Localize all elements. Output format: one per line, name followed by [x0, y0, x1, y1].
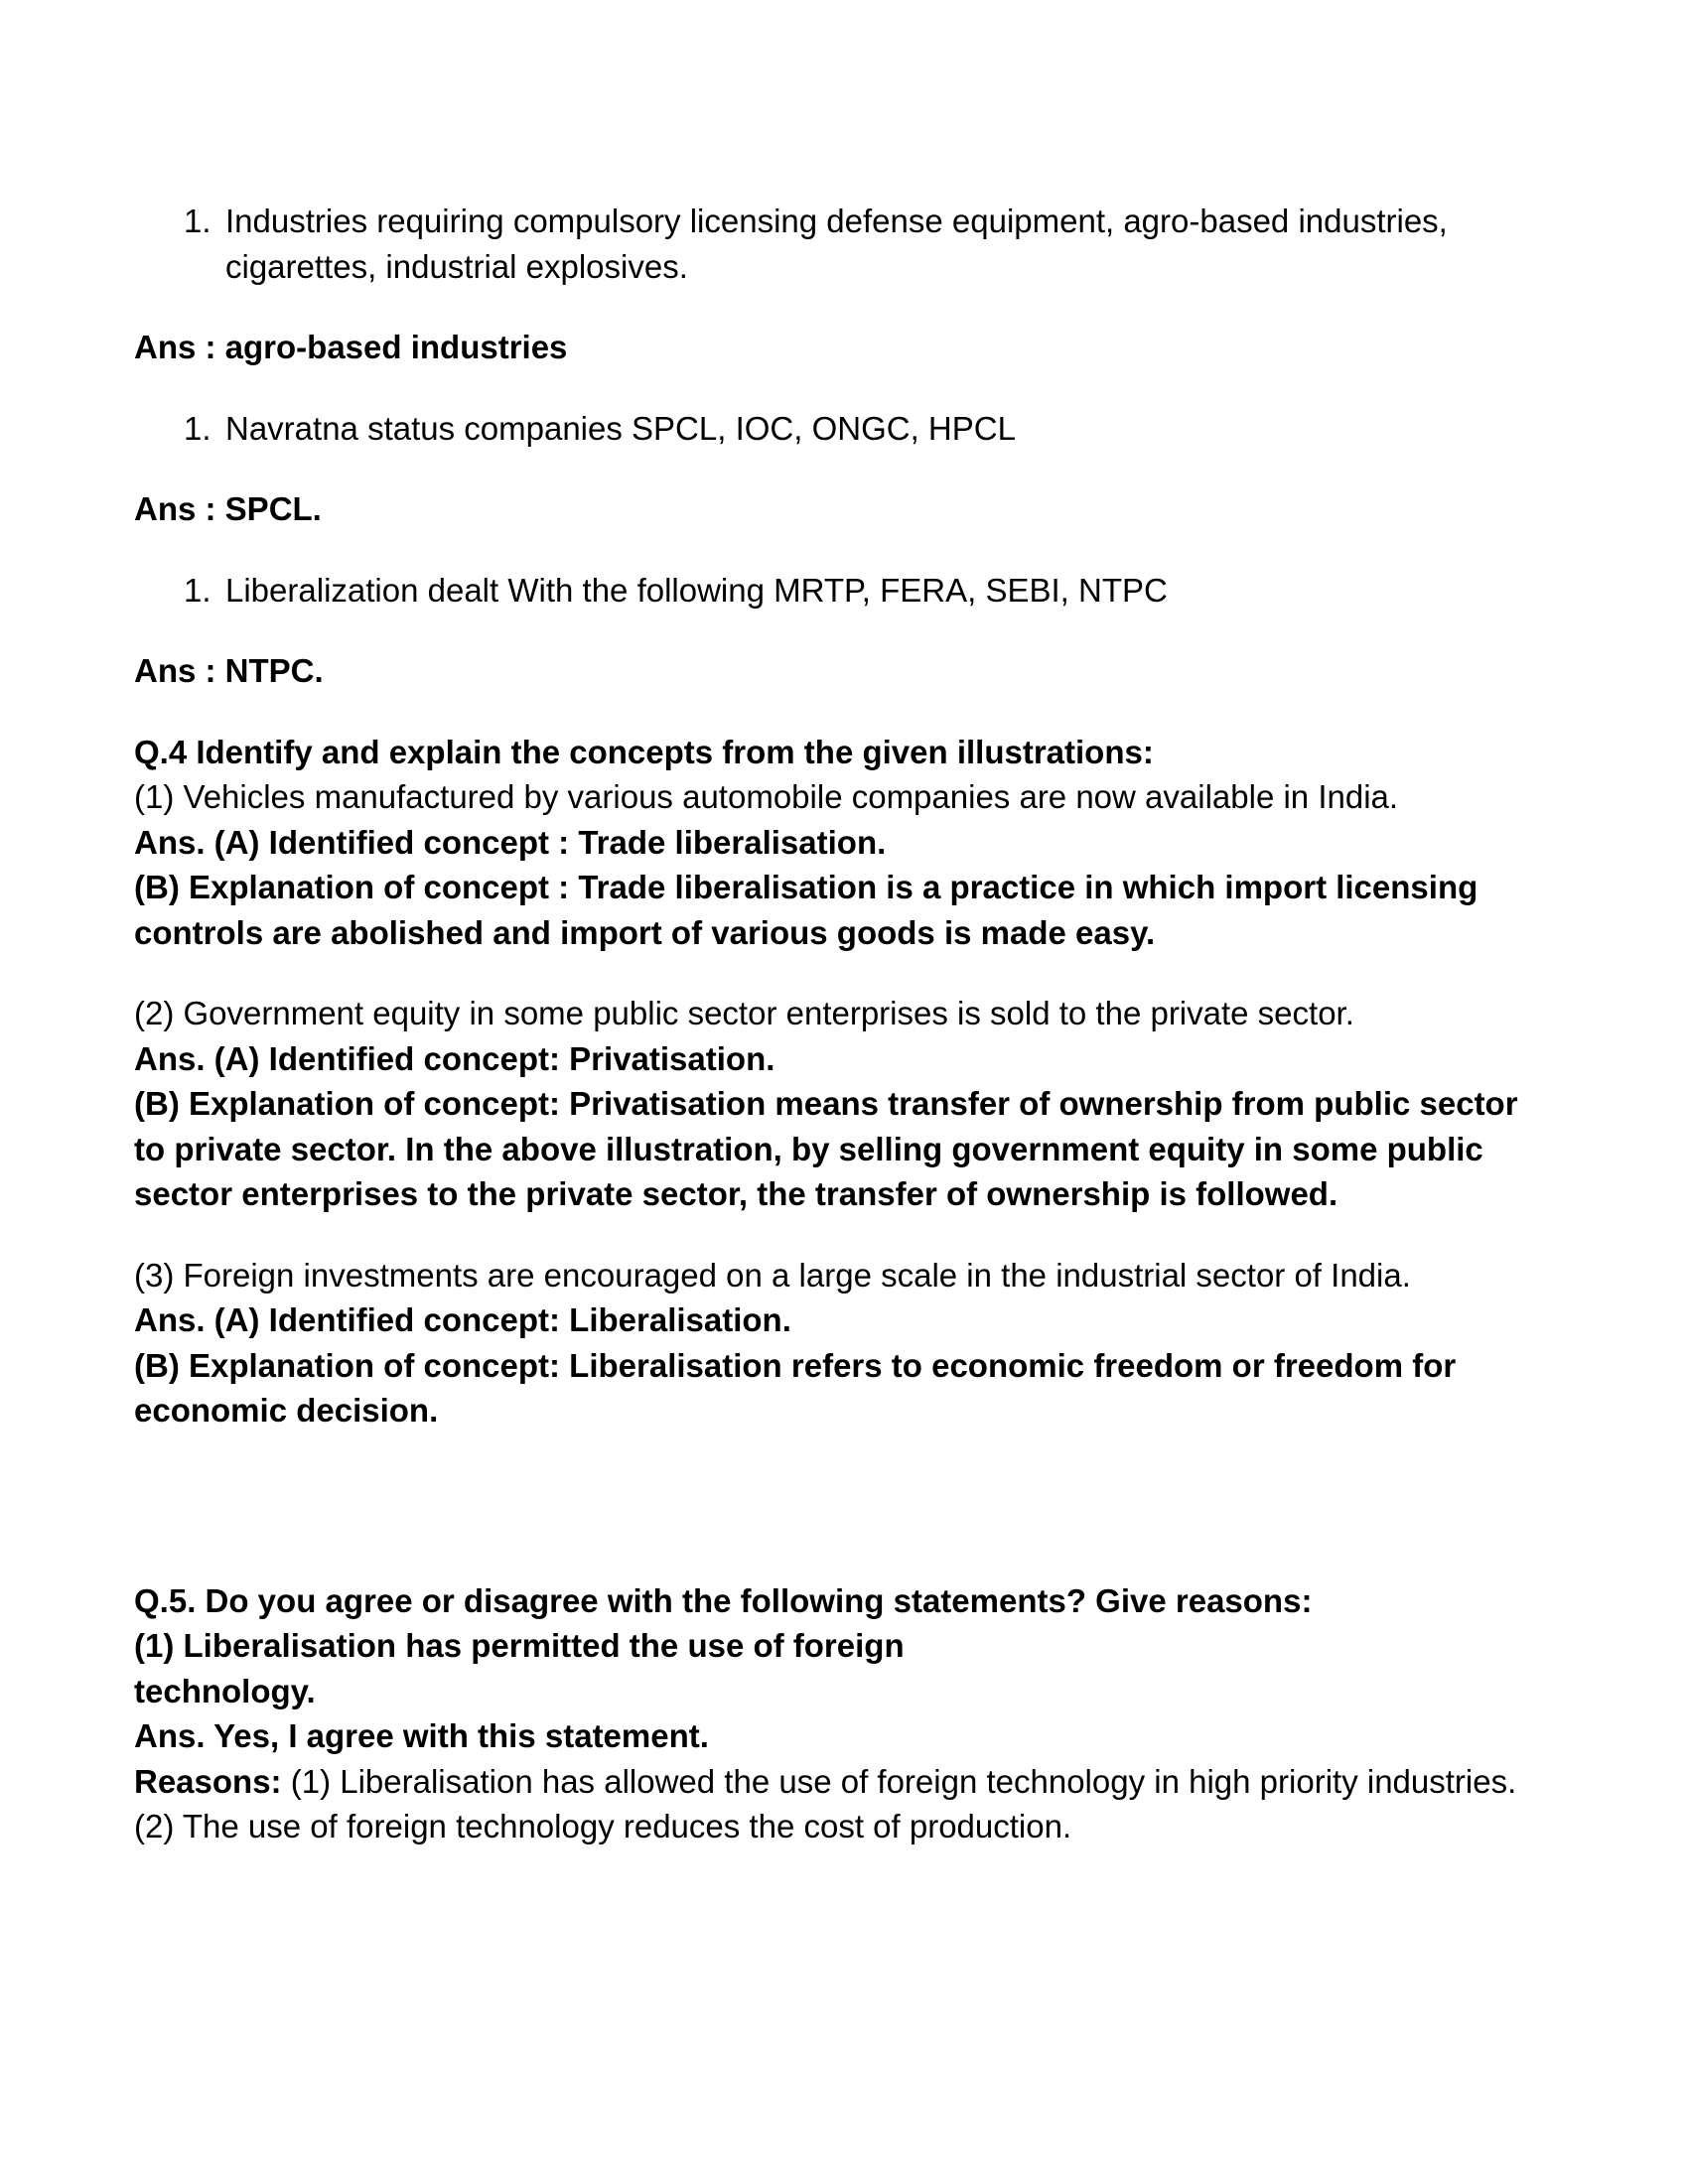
illustration-text: (1) Vehicles manufactured by various automobile companies are now available in India.: [134, 778, 1399, 815]
q5-statement-line-1: (1) Liberalisation has permitted the use of foreign: [134, 1627, 905, 1664]
mcq-answer-1: Ans : agro-based industries: [134, 329, 568, 365]
reason-text: (1) Liberalisation has allowed the use of foreign technology in high priority industries.: [281, 1762, 1517, 1800]
mcq-question-1: [134, 199, 1554, 289]
document-page: [134, 199, 1554, 1849]
list-number: 1.: [184, 203, 211, 239]
list-number: 1.: [184, 571, 211, 609]
concept-explanation: (B) Explanation of concept : Trade liberalisation is a practice in which import licensing controls are abolished and import of various goods is made easy.: [134, 869, 1478, 951]
identified-concept: Ans. (A) Identified concept: Liberalisation.: [134, 1301, 791, 1338]
question-text: Liberalization dealt With the following MRTP, FERA, SEBI, NTPC: [225, 571, 1168, 609]
mcq-answer-2: Ans : SPCL.: [134, 490, 322, 527]
question-text: Industries requiring compulsory licensing defense equipment, agro-based industries, cigarettes, industrial explosives.: [225, 203, 1448, 285]
question-text: Navratna status companies SPCL, IOC, ONGC, HPCL: [225, 409, 1016, 447]
q5-section: [134, 1578, 1554, 1849]
mcq-question-3: [134, 568, 1554, 614]
q5-heading: Q.5. Do you agree or disagree with the following statements? Give reasons:: [134, 1581, 1313, 1619]
illustration-text: (2) Government equity in some public sector enterprises is sold to the private sector.: [134, 995, 1354, 1031]
mcq-question-2: [134, 406, 1554, 452]
concept-explanation: (B) Explanation of concept: Privatisation means transfer of ownership from public sector to private sector. In the above illustration, by selling government equity in some public sector enterprises to the private sector, the transfer of ownership is followed.: [134, 1085, 1518, 1212]
q5-reason-1: [134, 1759, 1554, 1805]
identified-concept: Ans. (A) Identified concept : Trade liberalisation.: [134, 823, 887, 861]
list-number: 1.: [184, 409, 211, 447]
illustration-text: (3) Foreign investments are encouraged on a large scale in the industrial sector of India.: [134, 1256, 1411, 1294]
concept-explanation: (B) Explanation of concept: Liberalisation refers to economic freedom or freedom for economic decision.: [134, 1346, 1457, 1429]
q4-heading: Q.4 Identify and explain the concepts from the given illustrations:: [134, 733, 1154, 770]
q4-item-3: [134, 1253, 1554, 1433]
mcq-answer-3: Ans : NTPC.: [134, 652, 324, 689]
q5-reason-2: (2) The use of foreign technology reduces the cost of production.: [134, 1808, 1072, 1844]
q5-statement-line-2: technology.: [134, 1672, 316, 1709]
reasons-label: Reasons:: [134, 1762, 282, 1800]
identified-concept: Ans. (A) Identified concept: Privatisation.: [134, 1039, 775, 1077]
q4-item-1: [134, 730, 1554, 956]
q5-answer: Ans. Yes, I agree with this statement.: [134, 1717, 709, 1754]
spacer: [134, 1469, 1554, 1578]
q4-item-2: [134, 991, 1554, 1217]
